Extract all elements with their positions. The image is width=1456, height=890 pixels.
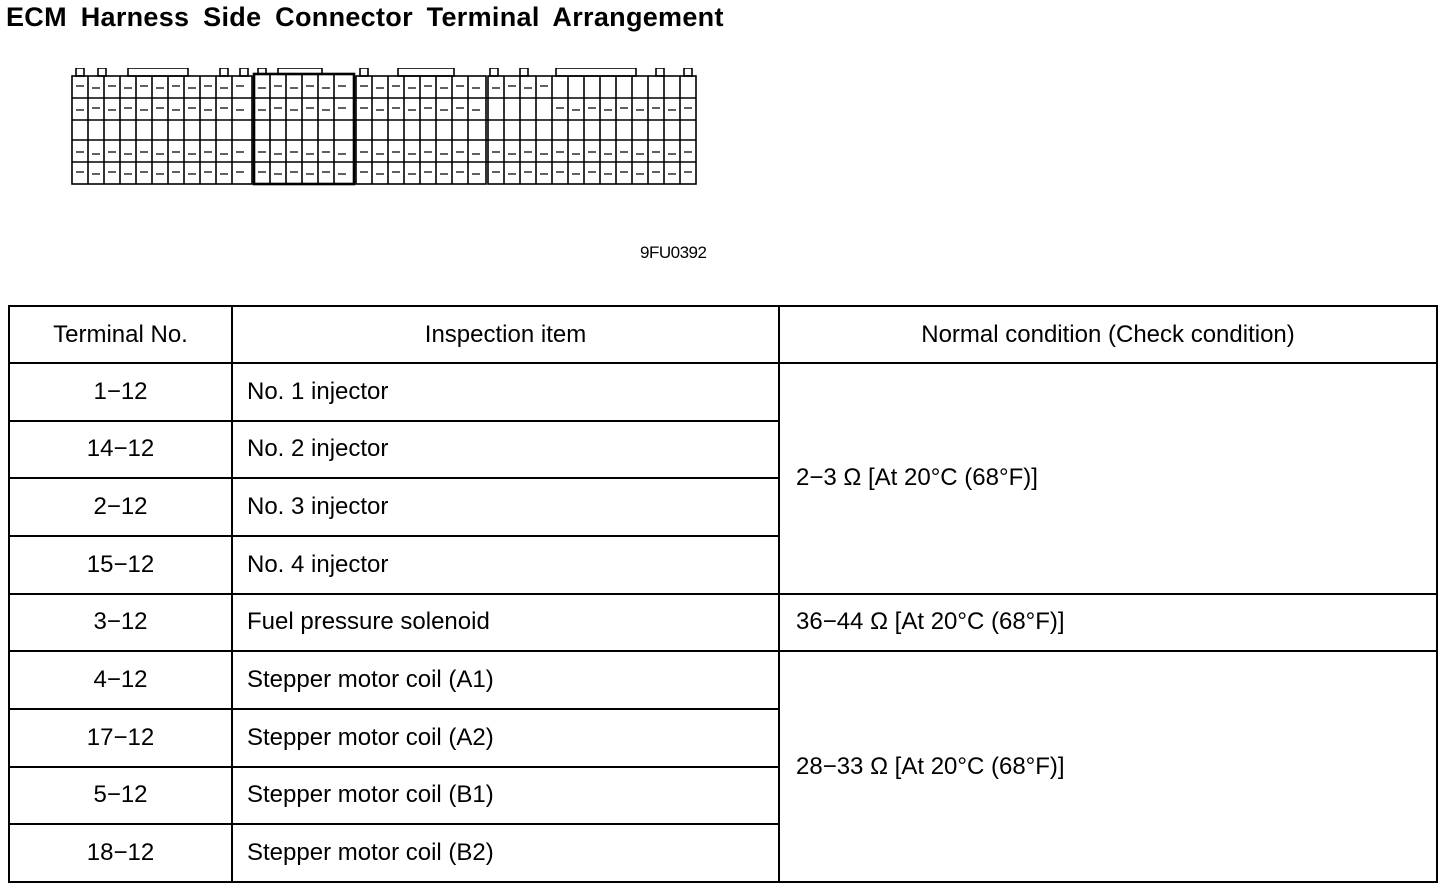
terminal-cell: 14−12 [9,421,232,479]
terminal-cell: 3−12 [9,594,232,652]
inspection-item-cell: No. 1 injector [232,363,779,421]
page-title: ECM Harness Side Connector Terminal Arrangement [6,2,724,32]
connector-latch [556,68,636,76]
inspection-item-cell: Stepper motor coil (B2) [232,824,779,882]
connector-latch [98,68,106,76]
connector-latch [398,68,454,76]
table-header-row [9,306,1437,363]
connector-block-2 [254,74,354,184]
connector-latch [76,68,84,76]
connector-latch [656,68,664,76]
inspection-item-cell: No. 2 injector [232,421,779,479]
terminal-cell: 17−12 [9,709,232,767]
condition-cell: 36−44 Ω [At 20°C (68°F)] [779,594,1437,652]
condition-cell: 28−33 Ω [At 20°C (68°F)] [779,651,1437,882]
terminal-cell: 4−12 [9,651,232,709]
inspection-item-cell: No. 3 injector [232,478,779,536]
connector-latch [240,68,248,76]
figure-code: 9FU0392 [640,243,707,262]
table-row [9,651,1437,709]
connector-diagram [70,68,700,190]
inspection-item-cell: Fuel pressure solenoid [232,594,779,652]
connector-block-3 [356,76,486,184]
terminal-cell: 2−12 [9,478,232,536]
table-row [9,594,1437,652]
condition-cell: 2−3 Ω [At 20°C (68°F)] [779,363,1437,594]
connector-latch [520,68,528,76]
terminal-cell: 15−12 [9,536,232,594]
terminal-cell: 1−12 [9,363,232,421]
header-terminal: Terminal No. [9,306,232,363]
inspection-item-cell: Stepper motor coil (A2) [232,709,779,767]
header-normal-condition: Normal condition (Check condition) [779,306,1437,363]
inspection-table [8,305,1438,883]
connector-block-1 [72,76,252,184]
connector-latch [220,68,228,76]
connector-latch [128,68,188,76]
inspection-item-cell: No. 4 injector [232,536,779,594]
connector-latch [684,68,692,76]
inspection-item-cell: Stepper motor coil (A1) [232,651,779,709]
table-row [9,363,1437,421]
connector-latch [360,68,368,76]
connector-latch [490,68,498,76]
header-inspection-item: Inspection item [232,306,779,363]
terminal-cell: 5−12 [9,767,232,825]
terminal-cell: 18−12 [9,824,232,882]
inspection-item-cell: Stepper motor coil (B1) [232,767,779,825]
